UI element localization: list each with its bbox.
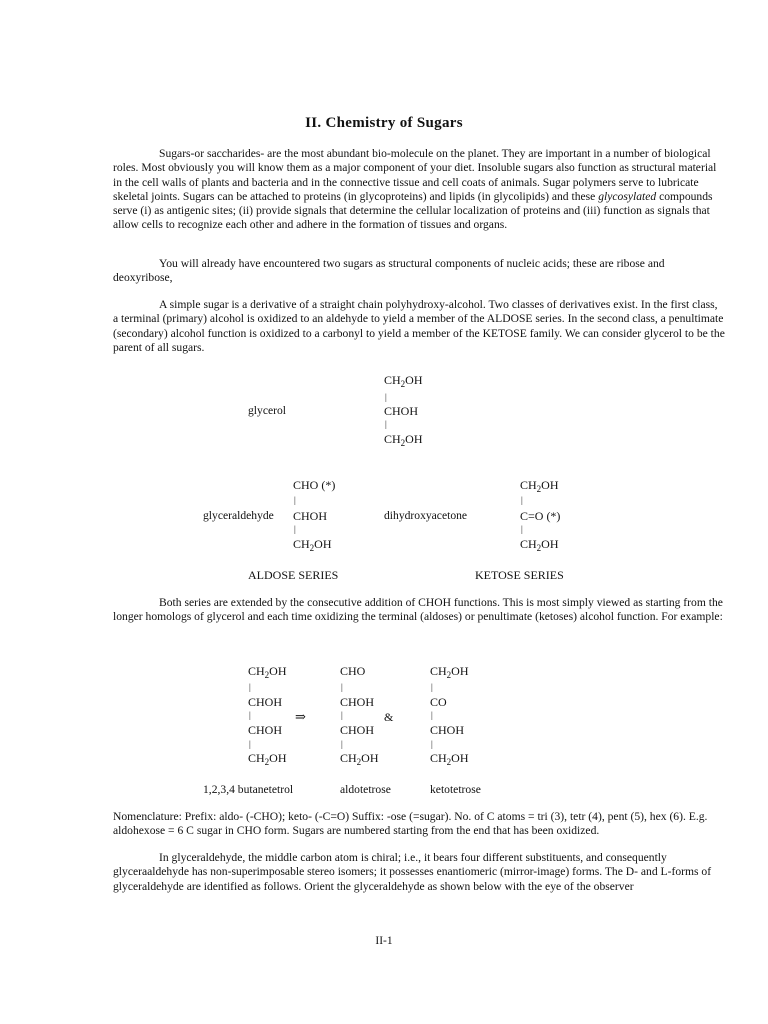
intro-text-a: Sugars-or saccharides- are the most abundant bio-molecule on the planet. They are important in a number of biological roles. Most obviously you will know them as a major component of your diet. Insoluble sugars also function as structural material in the cell walls of plants and bacteria and in the connective tissue and cell coats of animals. Sugar polymers serve to lubricate skeletal joints. Sugars can be attached to proteins (in glycoproteins) and lipids (in glycolipids) and these — [113, 147, 717, 203]
butanetetrol-c4: $CH_2OH$ — [248, 751, 287, 767]
intro-italic-term: glycosylated — [598, 189, 657, 203]
implies-arrow: ⇒ — [295, 709, 306, 724]
glyceraldehyde-label: glyceraldehyde — [203, 509, 274, 522]
bond: | — [249, 710, 251, 720]
glycerol-c3: $CH_2OH$ — [384, 432, 423, 448]
ketotetrose-c4: $CH_2OH$ — [430, 751, 469, 767]
bond: | — [341, 682, 343, 692]
nucleic-acid-paragraph — [113, 257, 725, 286]
aldotetrose-label: aldotetrose — [340, 783, 391, 796]
bond: | — [521, 524, 523, 534]
aldotetrose-c2: CHOH — [340, 695, 375, 709]
bond: | — [341, 710, 343, 720]
aldotetrose-c1: CHO — [340, 664, 366, 678]
butanetetrol-c3: CHOH — [248, 723, 283, 737]
ketotetrose-label: ketotetrose — [430, 783, 481, 796]
butanetetrol-c1: $CH_2OH$ — [248, 664, 287, 680]
ampersand: & — [384, 710, 394, 724]
bond: | — [249, 682, 251, 692]
glycerol-c2: CHOH — [384, 404, 419, 418]
aldotetrose-c4: $CH_2OH$ — [340, 751, 379, 767]
dihydroxyacetone-c1: $CH_2OH$ — [520, 478, 559, 494]
ketose-series-label: KETOSE SERIES — [475, 568, 564, 582]
simple-sugar-paragraph — [113, 298, 725, 355]
extension-paragraph — [113, 596, 725, 625]
dihydroxyacetone-c2: C=O (*) — [520, 509, 561, 523]
intro-text-b: compounds serve (i) as antigenic sites; (ii) provide signals that determine the cellular localization of proteins and (iii) function as signals that allow cells to recognize each other and adhere in the formation of tissues and organs. — [113, 189, 713, 232]
simple-sugar-text: A simple sugar is a derivative of a straight chain polyhydroxy-alcohol. Two classes of derivatives exist. In the first class, a terminal (primary) alcohol is oxidized to an aldehyde to yield a member of the ALDOSE series. In the second class, a penultimate (secondary) alcohol function is oxidized to a carbonyl to yield a member of the KETOSE family. We can consider glycerol to be the parent of all sugars. — [113, 298, 725, 354]
bond: | — [294, 495, 296, 505]
glyceraldehyde-c1: CHO (*) — [293, 478, 336, 492]
ketotetrose-c1: $CH_2OH$ — [430, 664, 469, 680]
bond: | — [249, 739, 251, 749]
bond: | — [431, 682, 433, 692]
glycerol-c1: $CH_2OH$ — [384, 373, 423, 389]
bond: | — [294, 524, 296, 534]
chirality-text: In glyceraldehyde, the middle carbon atom is chiral; i.e., it bears four different substituents, and consequently glyceraaldehyde has non-superimposable stereo isomers; it possesses enantiomeric (mirror-image) forms. The D- and L-forms of glyceraldehyde are identified as follows. Orient the glyceraldehyde as shown below with the eye of the observer — [113, 851, 712, 893]
bond: | — [431, 739, 433, 749]
bond: | — [341, 739, 343, 749]
bond: | — [521, 495, 523, 505]
glyceraldehyde-c2: CHOH — [293, 509, 328, 523]
dihydroxyacetone-c3: $CH_2OH$ — [520, 537, 559, 553]
chirality-paragraph — [113, 851, 725, 894]
nomenclature-text: Nomenclature: Prefix: aldo- (-CHO); keto- (-C=O) Suffix: -ose (=sugar). No. of C atoms = tri (3), tetr (4), pent (5), hex (6). E.g. aldohexose = 6 C sugar in CHO form. Sugars are numbered starting from the end that has been oxidized. — [113, 810, 708, 838]
bond: | — [385, 392, 387, 402]
butanetetrol-c2: CHOH — [248, 695, 283, 709]
intro-paragraph — [113, 147, 725, 233]
bond: | — [431, 710, 433, 720]
butanetetrol-label: 1,2,3,4 butanetetrol — [203, 783, 294, 796]
dihydroxyacetone-label: dihydroxyacetone — [384, 509, 468, 522]
glyceraldehyde-c3: $CH_2OH$ — [293, 537, 332, 553]
page-title: II. Chemistry of Sugars — [305, 115, 463, 131]
nucleic-acid-text: You will already have encountered two sugars as structural components of nucleic acids; these are ribose and deoxyribose, — [113, 257, 665, 285]
ketotetrose-c2: CO — [430, 695, 447, 709]
bond: | — [385, 419, 387, 429]
page-number: II-1 — [375, 935, 393, 947]
aldotetrose-c3: CHOH — [340, 723, 375, 737]
nomenclature-paragraph — [113, 810, 725, 839]
glycerol-label: glycerol — [248, 404, 286, 417]
extension-text: Both series are extended by the consecutive addition of CHOH functions. This is most simply viewed as starting from the longer homologs of glycerol and each time oxidizing the terminal (aldoses) or penultimate (ketoses) alcohol function. For example: — [113, 596, 723, 624]
aldose-series-label: ALDOSE SERIES — [248, 568, 339, 582]
ketotetrose-c3: CHOH — [430, 723, 465, 737]
